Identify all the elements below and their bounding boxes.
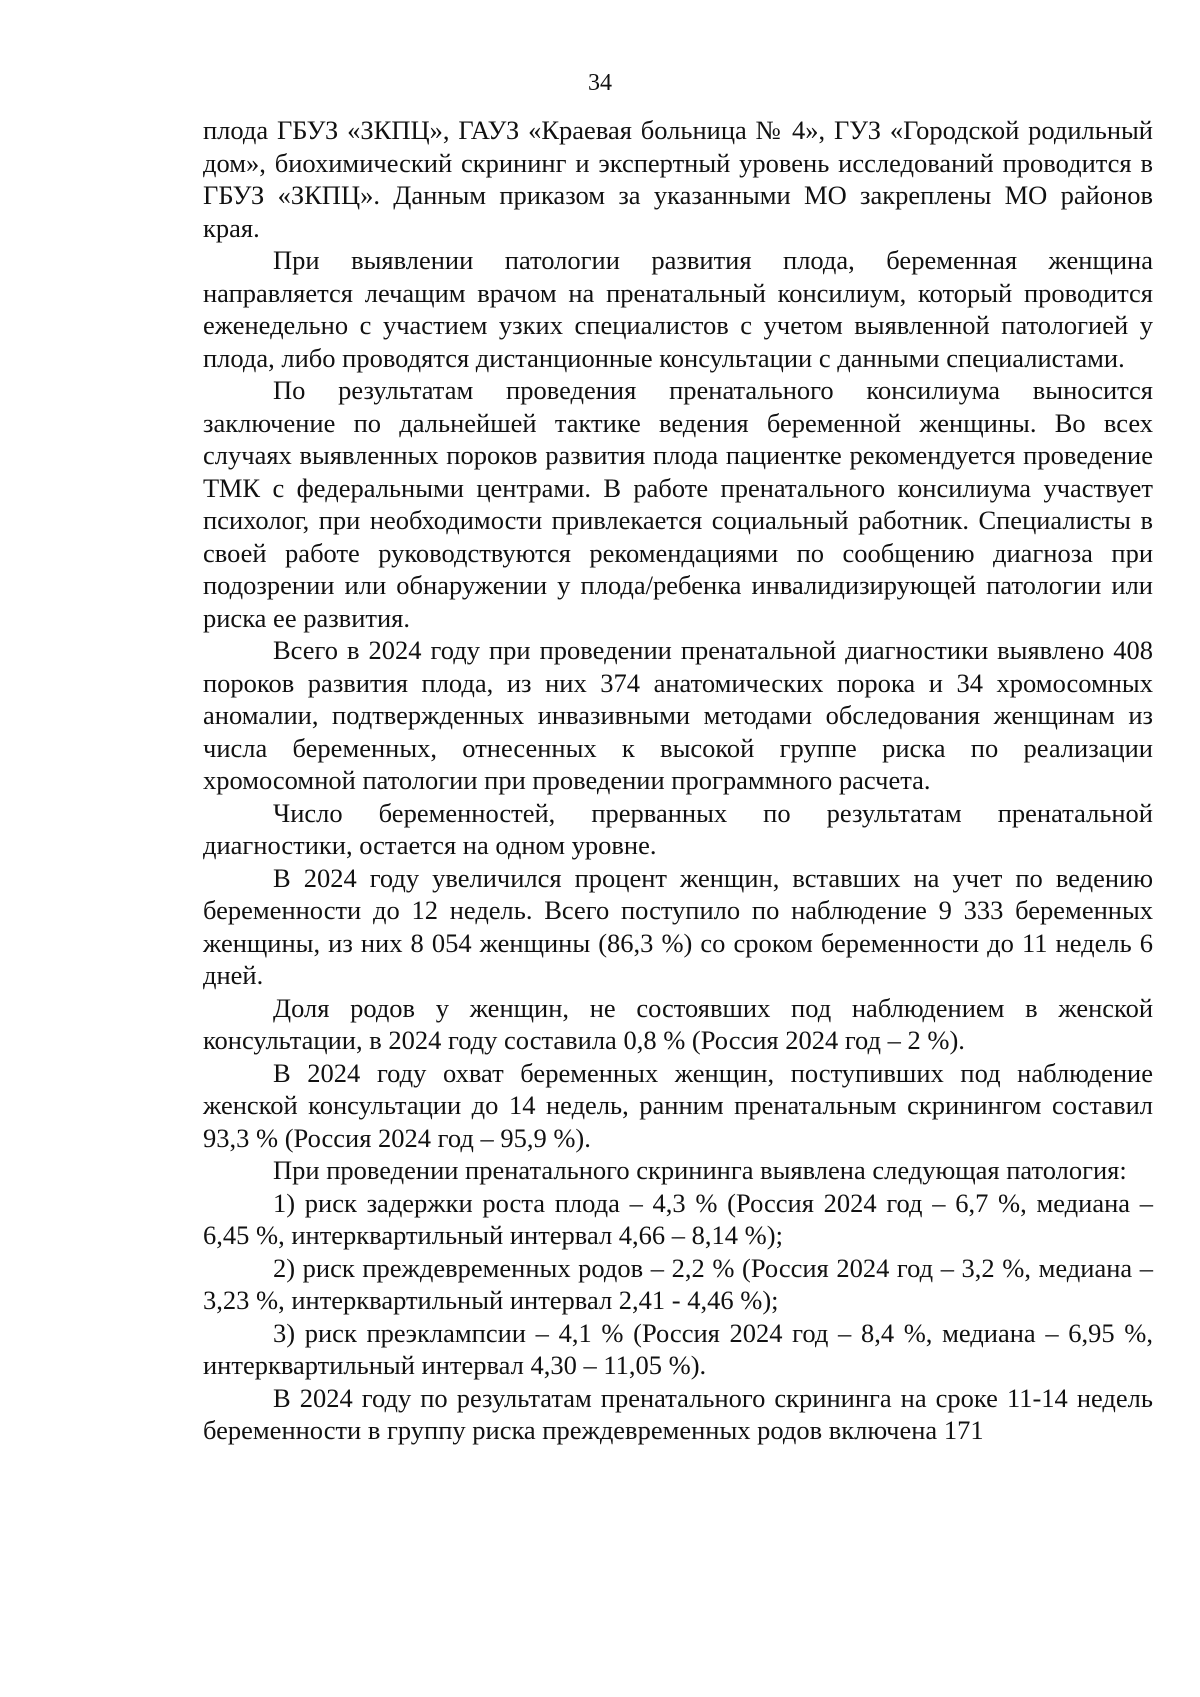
page-number: 34 <box>588 70 612 96</box>
paragraph-consilium-results: По результатам проведения пренатального консилиума выносится заключение по дальнейшей тактике ведения беременной женщины. Во всех случаях выявленных пороков развития плода пациентке рекомендуется проведение ТМК с федеральными центрами. В работе пренатального консилиума участвует психолог, при необходимости привлекается социальный работник. Специалисты в своей работе руководствуются рекомендациями по сообщению диагноза при подозрении или обнаружении у плода/ребенка инвалидизирующей патологии или риска ее развития. <box>203 375 1153 633</box>
paragraph-malformations-2024: Всего в 2024 году при проведении пренатальной диагностики выявлено 408 пороков развития плода, из них 374 анатомических порока и 34 хромосомных аномалии, подтвержденных инвазивными методами обследования женщинам из числа беременных, отнесенных к высокой группе риска по реализации хромосомной патологии при проведении программного расчета. <box>203 635 1153 795</box>
paragraph-early-registration: В 2024 году увеличился процент женщин, вставших на учет по ведению беременности до 12 недель. Всего поступило по наблюдение 9 333 беременных женщины, из них 8 054 женщины (86,3 %) со сроком беременности до 11 недель 6 дней. <box>203 862 1153 990</box>
paragraph-terminated-pregnancies: Число беременностей, прерванных по результатам пренатальной диагностики, остается на одном уровне. <box>203 797 1153 860</box>
list-item-preeclampsia: 3) риск преэклампсии – 4,1 % (Россия 2024 год – 8,4 %, медиана – 6,95 %, интерквартильный интервал 4,30 – 11,05 %). <box>203 1317 1153 1380</box>
paragraph-preterm-risk-group: В 2024 году по результатам пренатального скрининга на сроке 11-14 недель беременности в группу риска преждевременных родов включена 171 <box>203 1382 1153 1445</box>
document-body <box>203 114 1153 1447</box>
paragraph-consilium-referral: При выявлении патологии развития плода, беременная женщина направляется лечащим врачом на пренатальный консилиум, который проводится еженедельно с участием узких специалистов с учетом выявленной патологией у плода, либо проводятся дистанционные консультации с данными специалистами. <box>203 245 1153 373</box>
list-item-preterm-birth: 2) риск преждевременных родов – 2,2 % (Россия 2024 год – 3,2 %, медиана – 3,23 %, интерквартильный интервал 2,41 - 4,46 %); <box>203 1252 1153 1315</box>
paragraph-screening-coverage: В 2024 году охват беременных женщин, поступивших под наблюдение женской консультации до 14 недель, ранним пренатальным скринингом составил 93,3 % (Россия 2024 год – 95,9 %). <box>203 1057 1153 1153</box>
paragraph-continuation: плода ГБУЗ «ЗКПЦ», ГАУЗ «Краевая больница № 4», ГУЗ «Городской родильный дом», биохимический скрининг и экспертный уровень исследований проводится в ГБУЗ «ЗКПЦ». Данным приказом за указанными МО закреплены МО районов края. <box>203 115 1153 243</box>
paragraph-screening-pathology: При проведении пренатального скрининга выявлена следующая патология: <box>273 1155 1127 1185</box>
paragraph-unobserved-births: Доля родов у женщин, не состоявших под наблюдением в женской консультации, в 2024 году составила 0,8 % (Россия 2024 год – 2 %). <box>203 992 1153 1055</box>
list-item-growth-restriction: 1) риск задержки роста плода – 4,3 % (Россия 2024 год – 6,7 %, медиана – 6,45 %, интерквартильный интервал 4,66 – 8,14 %); <box>203 1187 1153 1250</box>
